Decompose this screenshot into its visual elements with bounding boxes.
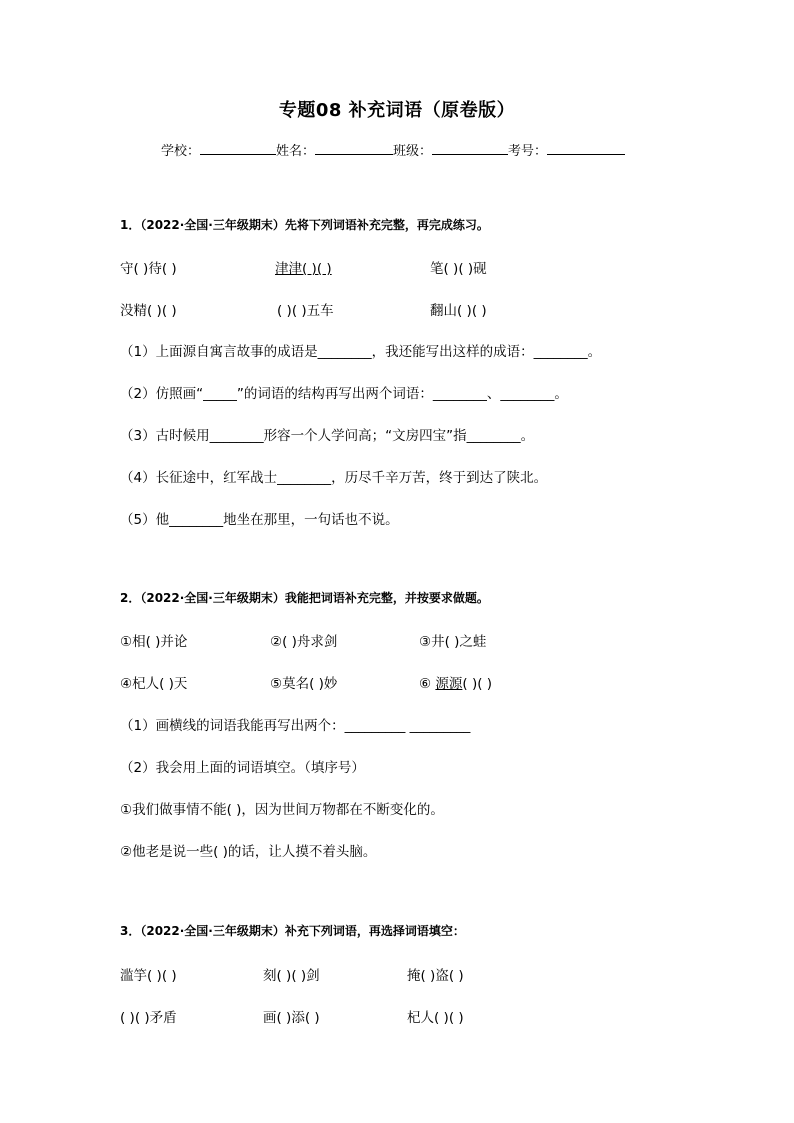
school-blank[interactable] (200, 140, 276, 155)
question-3-stem: 3．（2022·全国·三年级期末）补充下列词语，再选择词语填空： (120, 924, 465, 938)
q2-item: （1）画横线的词语我能再写出两个：_________ _________ (120, 718, 471, 734)
q2-item: （2）我会用上面的词语填空。（填序号） (120, 760, 365, 776)
q3-word: 杞人( )( ) (407, 1010, 464, 1026)
q3-word: 滥竽( )( ) (120, 968, 177, 984)
q2-word: ②( )舟求剑 (270, 634, 338, 650)
q2-word: ④杞人( )天 (120, 676, 188, 692)
q3-word: 画( )添( ) (263, 1010, 320, 1026)
q2-word-6-number: ⑥ (419, 676, 436, 692)
q1-word: ( )( )五车 (277, 303, 334, 319)
q3-word: ( )( )矛盾 (120, 1010, 177, 1026)
school-label: 学校： (161, 144, 201, 159)
q1-item: （3）古时候用________形容一个人学问高；“文房四宝”指________。 (120, 428, 535, 444)
q3-word: 掩( )盗( ) (407, 968, 464, 984)
q2-word: ①相( )并论 (120, 634, 188, 650)
question-2-stem: 2．（2022·全国·三年级期末）我能把词语补充完整，并按要求做题。 (120, 591, 489, 605)
page-title: 专题08 补充词语（原卷版） (278, 100, 516, 121)
q1-item: （2）仿照画“_____”的词语的结构再写出两个词语：________、________。 (120, 386, 568, 402)
number-label: 考号： (508, 144, 548, 159)
q1-word: 守( )待( ) (120, 261, 177, 277)
q2-word: ③井( )之蛙 (419, 634, 487, 650)
q2-word-6 (419, 672, 492, 692)
q2-word-6-underlined: 源源 (435, 676, 463, 692)
q1-word: 笔( )( )砚 (430, 261, 487, 277)
q1-word-underlined: 津津( )( ) (275, 261, 332, 277)
class-blank[interactable] (432, 140, 508, 155)
question-1-stem: 1．（2022·全国·三年级期末）先将下列词语补充完整，再完成练习。 (120, 218, 489, 232)
q2-word-6-blanks: ( )( ) (462, 676, 493, 692)
q1-word: 翻山( )( ) (430, 303, 487, 319)
q1-word: 没精( )( ) (120, 303, 177, 319)
number-blank[interactable] (547, 140, 625, 155)
q3-word: 刻( )( )剑 (263, 968, 320, 984)
q1-item: （5）他________地坐在那里，一句话也不说。 (120, 512, 399, 528)
class-label: 班级： (393, 144, 433, 159)
student-info-line (161, 140, 625, 159)
name-blank[interactable] (315, 140, 393, 155)
q1-item: （1）上面源自寓言故事的成语是________，我还能写出这样的成语：________。 (120, 344, 602, 360)
name-label: 姓名： (276, 144, 316, 159)
q1-item: （4）长征途中，红军战士________，历尽千辛万苦，终于到达了陕北。 (120, 470, 548, 486)
q2-item: ②他老是说一些( )的话，让人摸不着头脑。 (120, 844, 377, 860)
q2-word: ⑤莫名( )妙 (270, 676, 338, 692)
q2-item: ①我们做事情不能( )，因为世间万物都在不断变化的。 (120, 802, 444, 818)
